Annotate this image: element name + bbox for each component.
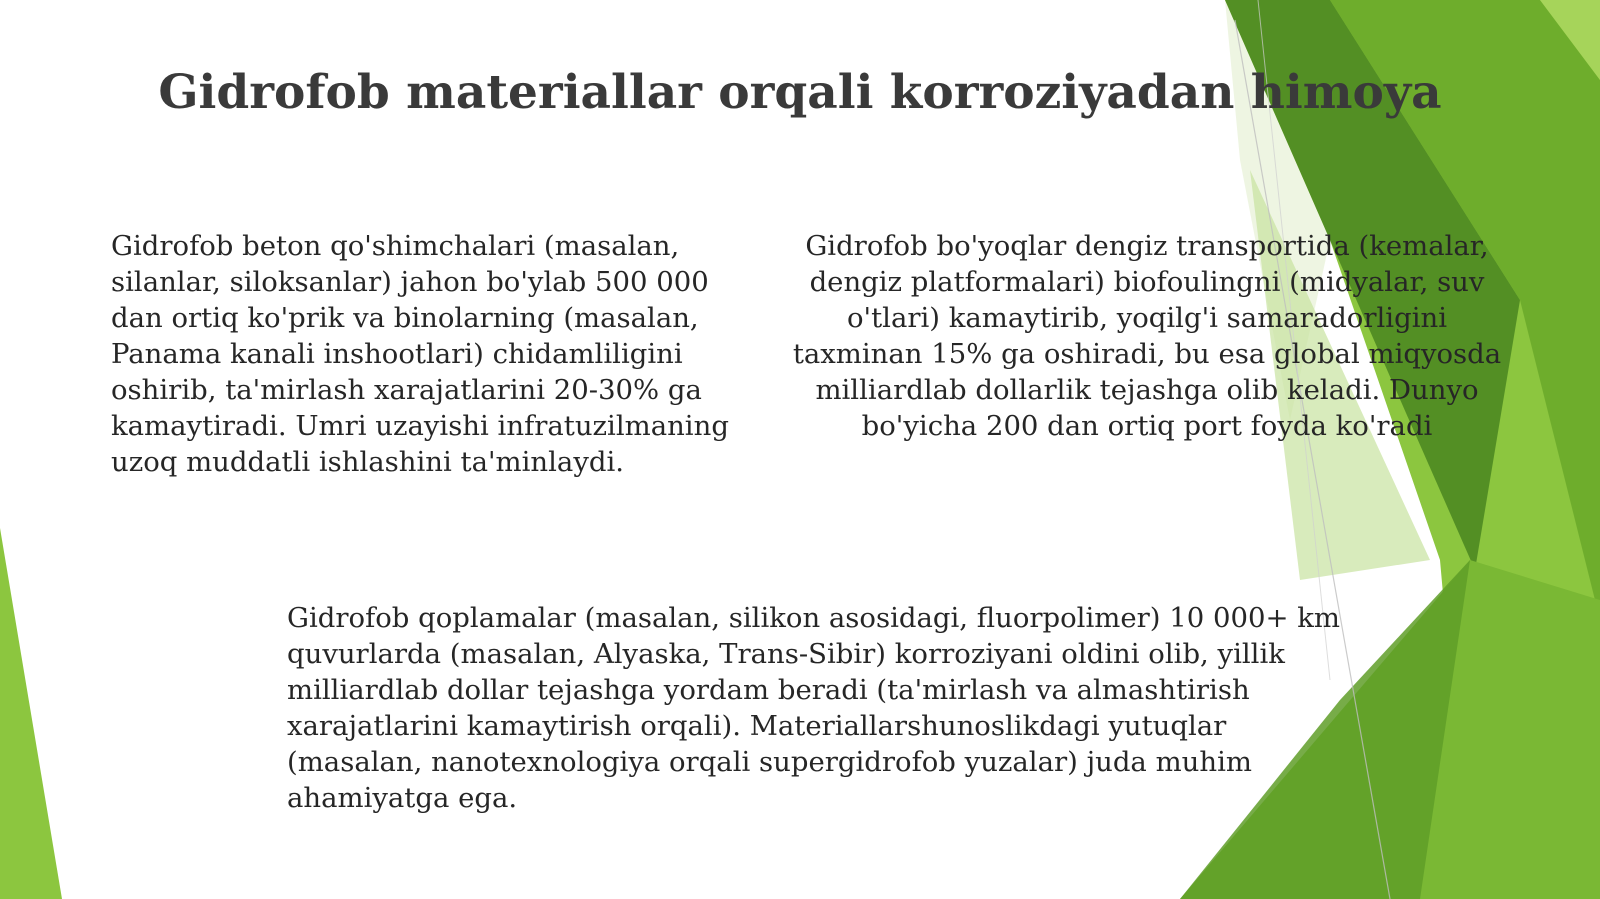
text-block-concrete: Gidrofob beton qo'shimchalari (masalan, silanlar, siloksanlar) jahon bo'ylab 500 000 dan ortiq ko'prik va binolarning (masalan, Panama kanali inshootlari) chidamliligini oshirib, ta'mirlash xarajatlarini 20-30% ga kamaytiradi. Umri uzayishi infratuzilmaning uzoq muddatli ishlashini ta'minlaydi. <box>111 230 729 478</box>
slide-title: Gidrofob materiallar orqali korroziyadan himoya <box>158 65 1442 120</box>
text-block-paints: Gidrofob bo'yoqlar dengiz transportida (kemalar, dengiz platformalari) biofoulingni (midyalar, suv o'tlari) kamaytirib, yoqilg'i samaradorligini taxminan 15% ga oshiradi, bu esa global miqyosda milliardlab dollarlik tejashga olib keladi. Dunyo bo'yicha 200 dan ortiq port foyda ko'radi <box>792 230 1502 442</box>
left-green-facet <box>0 528 62 899</box>
text-block-coatings: Gidrofob qoplamalar (masalan, silikon asosidagi, fluorpolimer) 10 000+ km quvurlarda (masalan, Alyaska, Trans-Sibir) korroziyani oldini olib, yillik milliardlab dollar tejashga yordam beradi (ta'mirlash va almashtirish xarajatlarini kamaytirish orqali). Materiallarshunoslikdagi yutuqlar (masalan, nanotexnologiya orqali supergidrofob yuzalar) juda muhim ahamiyatga ega. <box>287 602 1340 814</box>
